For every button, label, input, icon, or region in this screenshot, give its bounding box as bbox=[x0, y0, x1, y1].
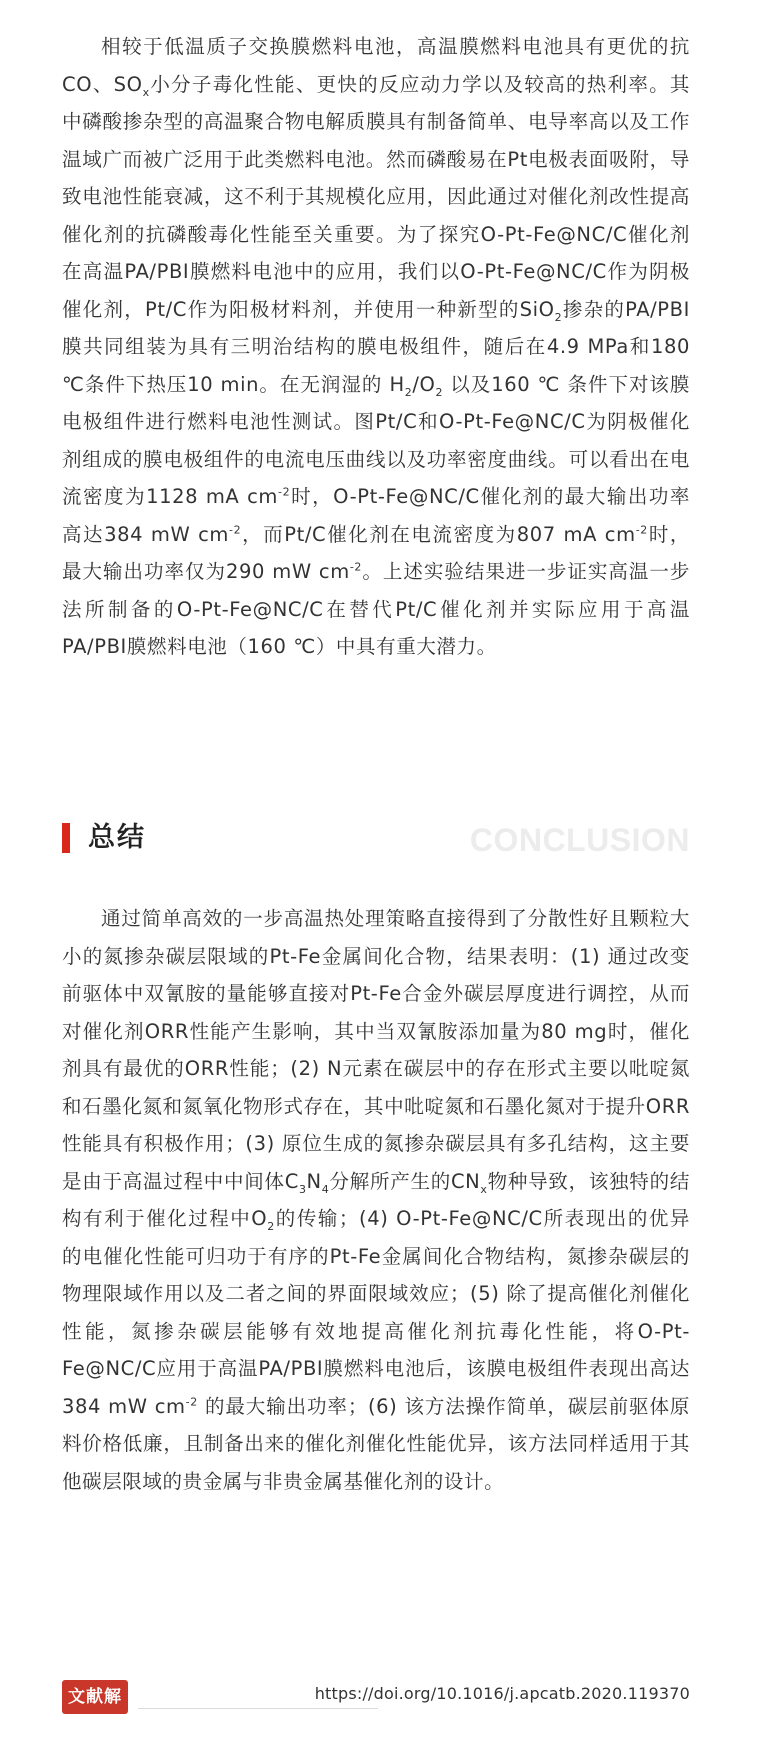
section-header bbox=[62, 818, 690, 862]
section-title: 总结 bbox=[88, 822, 146, 853]
footer bbox=[62, 1680, 690, 1741]
body-paragraph-results: 相较于低温质子交换膜燃料电池，高温膜燃料电池具有更优的抗CO、$SO_x$小分子毒化性能、更快的反应动力学以及较高的热利率。其中磷酸掺杂型的高温聚合物电解质膜具有制备简单、电导率高以及工作温域广而被广泛用于此类燃料电池。然而磷酸易在Pt电极表面吸附，导致电池性能衰减，这不利于其规模化应用，因此通过对催化剂改性提高催化剂的抗磷酸毒化性能至关重要。为了探究O-Pt-Fe@NC/C催化剂在高温PA/PBI膜燃料电池中的应用，我们以O-Pt-Fe@NC/C作为阴极催化剂，Pt/C作为阳极材料剂，并使用一种新型的SiO$_2$掺杂的PA/PBI膜共同组装为具有三明治结构的膜电极组件，随后在4.9 MPa和180 ℃条件下热压10 min。在无润湿的 $H_2/O_2$ 以及160 ℃ 条件下对该膜电极组件进行燃料电池性测试。图Pt/C和O-Pt-Fe@NC/C为阴极催化剂组成的膜电极组件的电流电压曲线以及功率密度曲线。可以看出在电流密度为1128 mA $cm^{-2}$时，O-Pt-Fe@NC/C催化剂的最大输出功率高达384 mW $cm^{-2}$，而Pt/C催化剂在电流密度为807 mA $cm^{-2}$时，最大输出功率仅为290 mW $cm^{-2}$。上述实验结果进一步证实高温一步法所制备的O-Pt-Fe@NC/C在替代Pt/C催化剂并实际应用于高温PA/PBI膜燃料电池（160 ℃）中具有重大潜力。 bbox=[62, 35, 691, 658]
brand-logo: 文献解读 bbox=[62, 1680, 128, 1714]
body-paragraph-conclusion: 通过简单高效的一步高温热处理策略直接得到了分散性好且颗粒大小的氮掺杂碳层限域的Pt-Fe金属间化合物，结果表明：(1) 通过改变前驱体中双氰胺的量能够直接对Pt-Fe合金外碳层厚度进行调控，从而对催化剂ORR性能产生影响，其中当双氰胺添加量为80 mg时，催化剂具有最优的ORR性能；(2) N元素在碳层中的存在形式主要以吡啶氮和石墨化氮和氮氧化物形式存在，其中吡啶氮和石墨化氮对于提升ORR性能具有积极作用；(3) 原位生成的氮掺杂碳层具有多孔结构，这主要是由于高温过程中中间体$C_3N_4$分解所产生的$CN_x$物种导致，该独特的结构有利于催化过程中$O_2$的传输；(4) O-Pt-Fe@NC/C所表现出的优异的电催化性能可归功于有序的Pt-Fe金属间化合物结构，氮掺杂碳层的物理限域作用以及二者之间的界面限域效应；(5) 除了提高催化剂催化性能，氮掺杂碳层能够有效地提高催化剂抗毒化性能，将O-Pt-Fe@NC/C应用于高温PA/PBI膜燃料电池后，该膜电极组件表现出高达384 mW $cm^{-2}$ 的最大输出功率；(6) 该方法操作简单，碳层前驱体原料价格低廉，且制备出来的催化剂催化性能优异，该方法同样适用于其他碳层限域的贵金属与非贵金属基催化剂的设计。 bbox=[62, 907, 690, 1493]
footer-divider bbox=[138, 1708, 378, 1709]
section-title-english: CONCLUSION bbox=[469, 822, 690, 858]
doi-link[interactable]: https://doi.org/10.1016/j.apcatb.2020.119370 bbox=[314, 1684, 690, 1703]
section-accent-bar bbox=[62, 823, 70, 853]
